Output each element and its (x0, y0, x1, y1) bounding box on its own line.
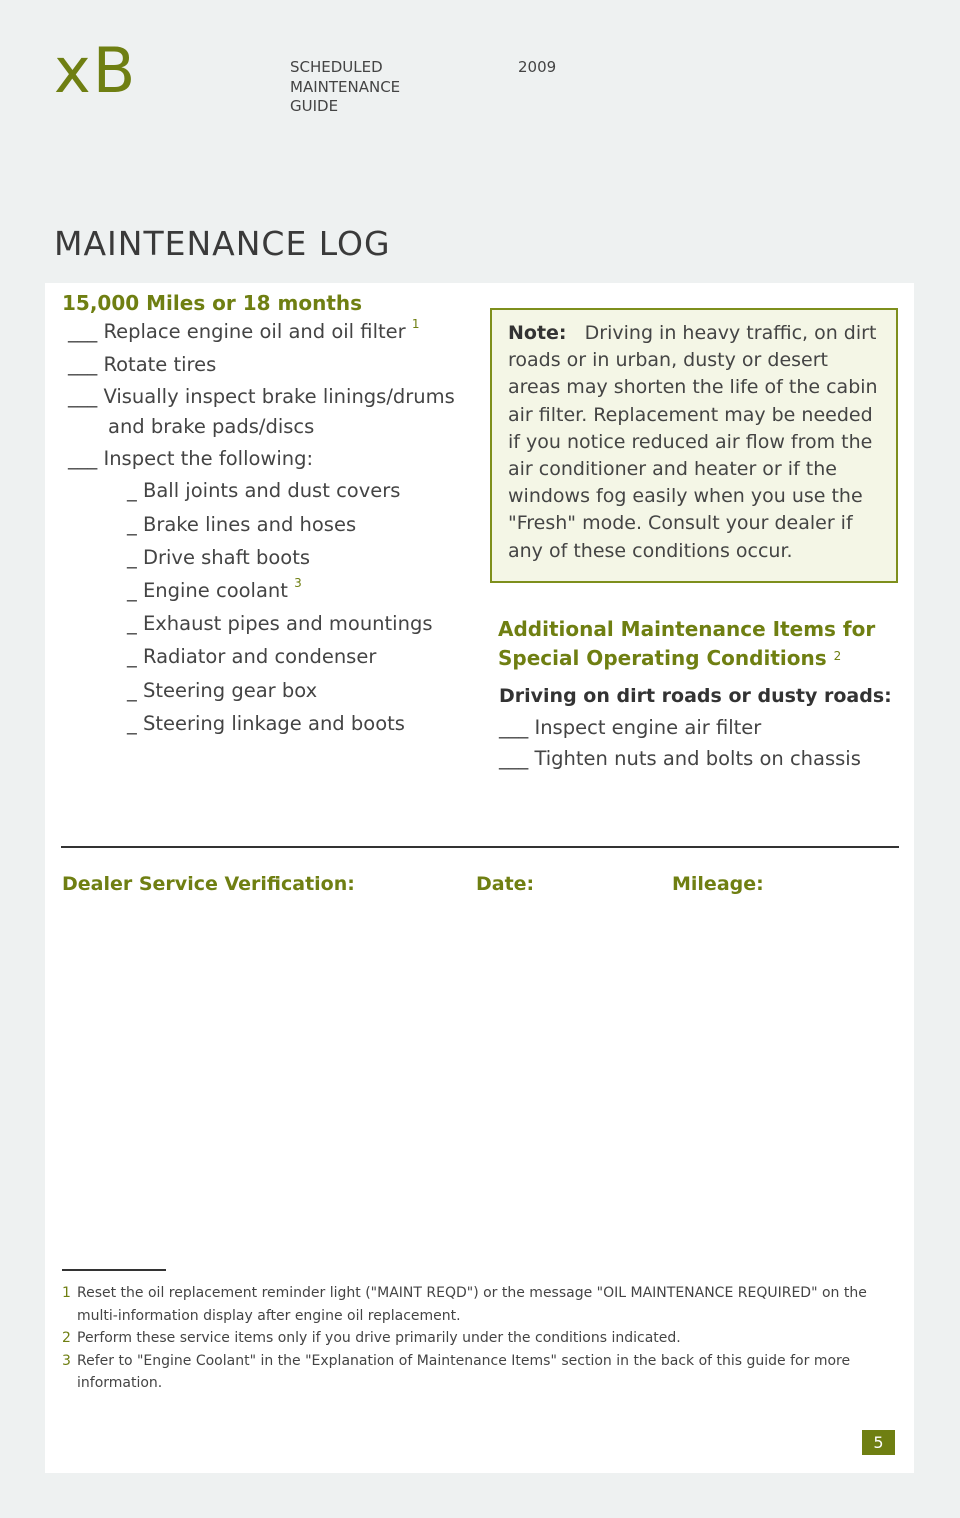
dealer-verification-label: Dealer Service Verification: (62, 873, 355, 895)
checklist-item: ___ Visually inspect brake linings/drums (68, 385, 455, 408)
inspection-subitem: _ Radiator and condenser (127, 645, 377, 668)
page-number: 5 (862, 1430, 895, 1455)
guide-title (290, 58, 450, 117)
additional-item: ___ Tighten nuts and bolts on chassis (499, 747, 861, 770)
section-divider (61, 846, 899, 848)
date-label: Date: (476, 873, 535, 895)
page-title: MAINTENANCE LOG (54, 224, 391, 263)
footnote-number: 2 (62, 1330, 71, 1346)
inspection-subitem: _ Brake lines and hoses (127, 513, 357, 536)
footnote-number: 3 (62, 1352, 71, 1369)
guide-title-line: SCHEDULED (290, 58, 383, 76)
inspection-subitem: _ Ball joints and dust covers (127, 479, 401, 502)
checklist-item: ___ Rotate tires (68, 353, 217, 376)
inspection-subitem: _ Engine coolant $^3$ (127, 576, 302, 602)
brand-logo: xB (54, 34, 138, 107)
note-text: Driving in heavy traffic, on dirt roads or in urban, dusty or desert areas may shorten the life of the cabin air filter. Replacement may be needed if you notice reduced air flow from the air conditioner and heater or if the windows fog easily when you use the "Fresh" mode. Consult your dealer if any of these conditions occur. (508, 322, 878, 562)
condition-subheading: Driving on dirt roads or dusty roads: (499, 685, 892, 707)
guide-title-line: MAINTENANCE (290, 77, 401, 96)
inspection-subitem: _ Steering linkage and boots (127, 712, 405, 735)
checklist-item: ___ Inspect the following: (68, 447, 314, 470)
footnote-number: 1 (62, 1285, 71, 1301)
footnote (62, 1282, 892, 1327)
checklist-item-continued: and brake pads/discs (108, 415, 315, 438)
inspection-subitem: _ Steering gear box (127, 679, 318, 702)
note-box (490, 308, 898, 583)
footnote-text: Reset the oil replacement reminder light ("MAINT REQD") or the message "OIL MAINTENANCE REQUIRED" on the multi-information display after engine oil replacement. (77, 1285, 867, 1324)
guide-title-line: GUIDE (290, 97, 339, 115)
checklist-item: ___ Replace engine oil and oil filter $^1$ (68, 317, 420, 343)
mileage-label: Mileage: (672, 873, 764, 895)
footnote-text: Refer to "Engine Coolant" in the "Explanation of Maintenance Items" section in the back of this guide for more information. (77, 1352, 851, 1391)
footnote-text: Perform these service items only if you drive primarily under the conditions indicated. (77, 1330, 681, 1346)
additional-item: ___ Inspect engine air filter (499, 716, 762, 739)
footnote-rule (62, 1269, 166, 1271)
inspection-subitem: _ Exhaust pipes and mountings (127, 612, 433, 635)
additional-items-heading: Additional Maintenance Items for Special Operating Conditions $^2$ (498, 617, 876, 670)
interval-heading: 15,000 Miles or 18 months (62, 291, 363, 315)
footnote (62, 1350, 892, 1395)
footnotes (62, 1282, 892, 1395)
note-label: Note: (508, 322, 567, 344)
guide-year: 2009 (518, 58, 557, 76)
footnote (62, 1327, 892, 1350)
inspection-subitem: _ Drive shaft boots (127, 546, 311, 569)
